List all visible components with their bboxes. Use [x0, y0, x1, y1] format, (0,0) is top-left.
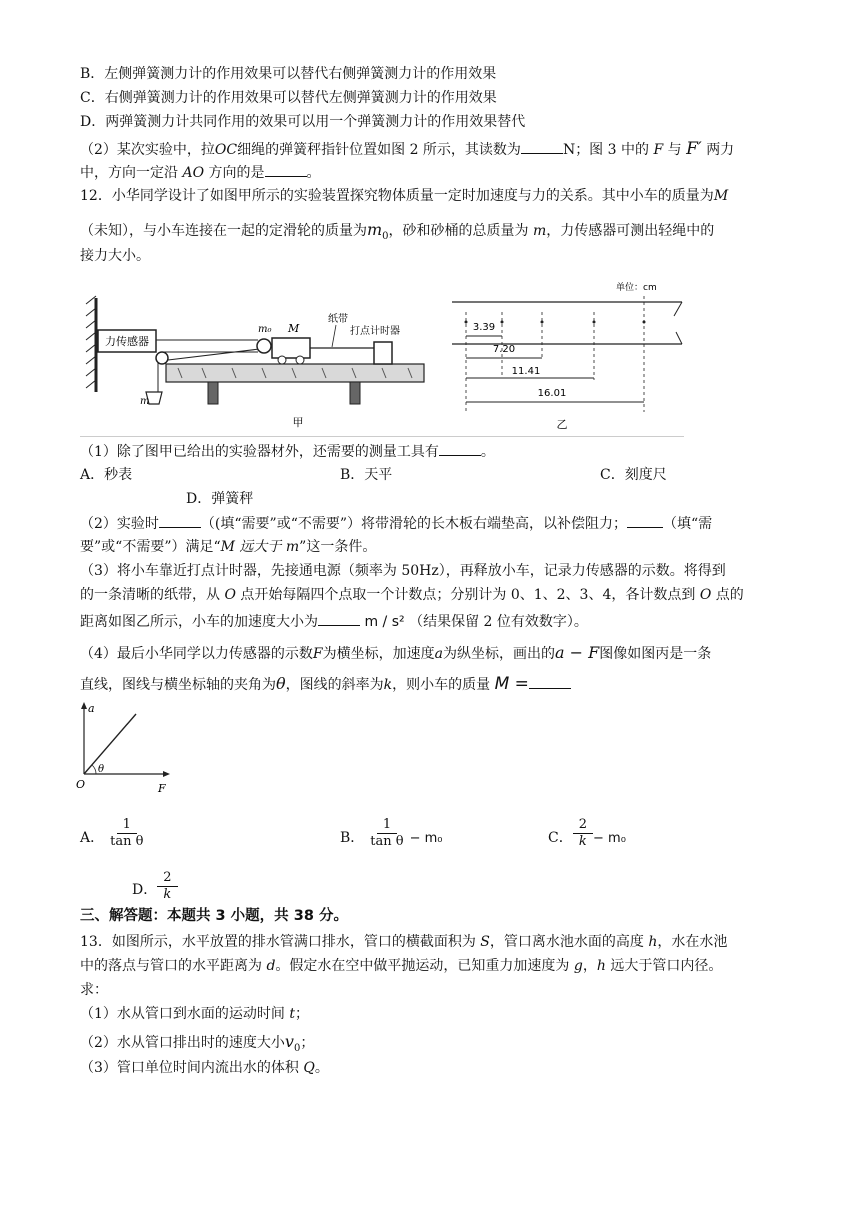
q12-stem-line3: 接力大小。 [80, 248, 150, 264]
q13-part3: （3）管口单位时间内流出水的体积 Q。 [80, 1060, 329, 1076]
q12-part1-option-d: D．弹簧秤 [186, 491, 254, 507]
distance-label-4: 16.01 [537, 388, 567, 399]
answer-blank[interactable] [521, 139, 563, 154]
figure-bing [74, 700, 184, 796]
q12-stem-line1: 12．小华同学设计了如图甲所示的实验装置探究物体质量一定时加速度与力的关系。其中小车的质量为M [80, 188, 729, 204]
answer-blank[interactable] [265, 162, 307, 177]
section-heading: 三、解答题：本题共 3 小题，共 38 分。 [80, 908, 348, 924]
origin-label: O [76, 778, 86, 791]
q12-part4-line2: 直线，图线与横坐标轴的夹角为θ，图线的斜率为k，则小车的质量 M = [80, 674, 571, 695]
q12-part1-option-a: A．秒表 [80, 467, 133, 483]
unit-label: 单位：cm [616, 283, 657, 293]
q13-stem-line2: 中的落点与管口的水平距离为 d。假定水在空中做平抛运动，已知重力加速度为 g，h 远大于管口内径。 [80, 958, 723, 974]
answer-blank[interactable] [318, 611, 360, 626]
q12-part4-option-c: C． $\frac{2}{k}$ − m₀ [548, 816, 626, 849]
q12-part2-line1: （2）实验时 （(填“需要”或“不需要”）将带滑轮的长木板右端垫高，以补偿阻力； （填“需 [80, 513, 712, 534]
q13-stem-line3: 求： [80, 982, 108, 998]
answer-blank[interactable] [159, 513, 201, 528]
q11-part2-line2: 中，方向一定沿 AO 方向的是 。 [80, 162, 321, 183]
figure-yi-caption: 乙 [556, 418, 568, 431]
timer-label: 打点计时器 [350, 326, 400, 337]
axis-f-label: F [158, 782, 166, 795]
tape-label: 纸带 [328, 314, 348, 325]
q12-part4-line1: （4）最后小华同学以力传感器的示数F为横坐标，加速度a为纵坐标，画出的a − F图像如图丙是一条 [80, 643, 712, 662]
q13-stem-line1: 13．如图所示，水平放置的排水管满口排水，管口的横截面积为 S，管口离水池水面的高度 h，水在水池 [80, 934, 728, 950]
q11-part2-line1: （2）某次实验中，拉OC细绳的弹簧秤指针位置如图 2 所示，其读数为 N；图 3 中的 F 与 F′ 两力 [80, 139, 735, 159]
angle-theta-label: θ [98, 764, 105, 775]
figure-divider [80, 436, 684, 437]
axis-a-label: a [88, 702, 95, 715]
pulley-mass-label: m₀ [258, 324, 272, 335]
q12-part3-line1: （3）将小车靠近打点计时器，先接通电源（频率为 50Hz），再释放小车，记录力传感器的示数。将得到 [80, 563, 726, 579]
q12-part3-line2: 的一条清晰的纸带，从 O 点开始每隔四个点取一个计数点；分别计为 0、1、2、3、4，各计数点到 O 点的 [80, 587, 744, 603]
answer-blank[interactable] [439, 441, 481, 456]
q13-part2: （2）水从管口排出时的速度大小$v_0$； [80, 1032, 315, 1054]
answer-blank[interactable] [529, 674, 571, 689]
q12-stem-line2: （未知），与小车连接在一起的定滑轮的质量为$m_0$，砂和砂桶的总质量为 m，力传感器可测出轻绳中的 [80, 220, 715, 242]
distance-label-2: 7.20 [492, 344, 516, 355]
figure-yi [452, 276, 692, 436]
q13-part1: （1）水从管口到水面的运动时间 t； [80, 1006, 310, 1022]
q11-option-c: C．右侧弹簧测力计的作用效果可以替代左侧弹簧测力计的作用效果 [80, 90, 497, 106]
q12-part1-option-c: C．刻度尺 [600, 467, 667, 483]
q12-part3-line3: 距离如图乙所示，小车的加速度大小为 m / s² （结果保留 2 位有效数字）。 [80, 611, 588, 632]
bucket-mass-label: m [140, 396, 150, 407]
sensor-label: 力传感器 [105, 335, 149, 348]
q12-part1-question: （1）除了图甲已给出的实验器材外，还需要的测量工具有 。 [80, 441, 495, 462]
answer-blank[interactable] [627, 513, 663, 528]
q12-part2-line2: 要”或“不需要”）满足“M 远大于 m”这一条件。 [80, 539, 377, 555]
figure-jia [82, 292, 432, 432]
q12-part1-option-b: B．天平 [340, 467, 393, 483]
distance-label-1: 3.39 [472, 322, 496, 333]
cart-mass-label: M [288, 322, 300, 335]
q12-part4-option-d: D． $\frac{2}{k}$ [132, 856, 178, 903]
q11-option-b: B．左侧弹簧测力计的作用效果可以替代右侧弹簧测力计的作用效果 [80, 66, 497, 82]
q11-option-d: D．两弹簧测力计共同作用的效果可以用一个弹簧测力计的作用效果替代 [80, 114, 526, 130]
q12-part4-option-b: B． $\frac{1}{\text{tan θ}}$ − m₀ [340, 816, 443, 849]
distance-label-3: 11.41 [511, 366, 541, 377]
figure-jia-caption: 甲 [292, 416, 304, 429]
q12-part4-option-a: A． $\frac{1}{\text{tan θ}}$ [80, 816, 144, 849]
